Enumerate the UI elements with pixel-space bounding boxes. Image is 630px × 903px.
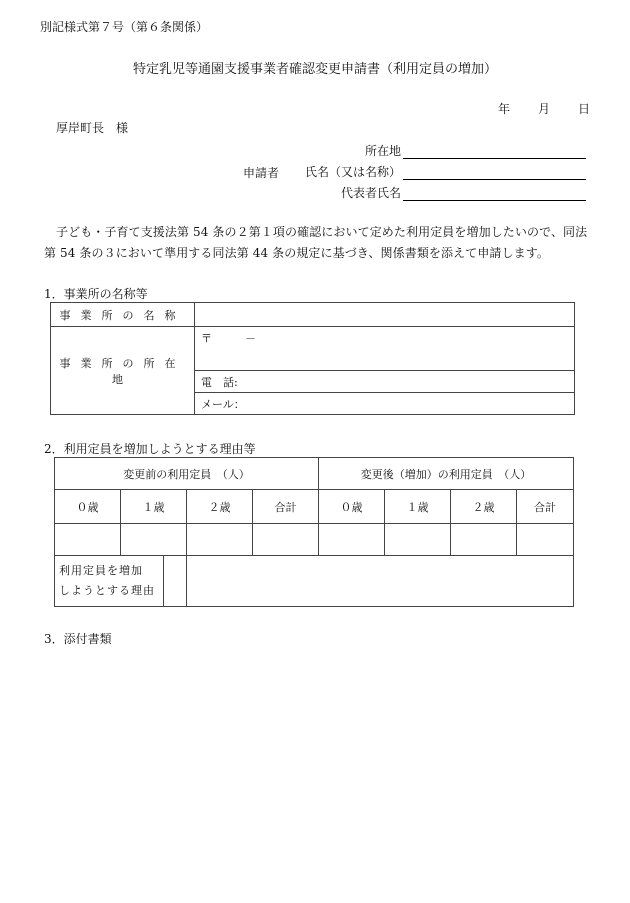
date-month-label: 月 — [537, 102, 550, 116]
phone-label: 電 話: — [201, 375, 238, 389]
capacity-table — [54, 457, 574, 607]
after-total-input[interactable] — [517, 524, 574, 556]
section2-heading: 2．利用定員を増加しようとする理由等 — [44, 442, 256, 456]
reason-label-line2: しようとする理由 — [59, 584, 155, 597]
facility-address-label: 事業所の所在地 — [51, 327, 195, 415]
body-text: 子ども・子育て支援法第 54 条の２第１項の確認において定めた利用定員を増加したいので、同法第 54 条の３において準用する同法第 44 条の規定に基づき、関係書類を添えて申請します。 — [44, 225, 588, 260]
facility-phone-field[interactable] — [195, 371, 575, 393]
reason-label-line1: 利用定員を増加 — [59, 564, 143, 577]
column-header: 合計 — [253, 490, 319, 524]
reason-field[interactable] — [187, 556, 574, 607]
date-line — [498, 100, 590, 117]
column-header: ２歳 — [187, 490, 253, 524]
date-year-label: 年 — [498, 102, 511, 116]
facility-postal-field[interactable] — [195, 327, 575, 371]
facility-table — [50, 302, 575, 415]
before-total-input[interactable] — [253, 524, 319, 556]
applicant-rep-label: 代表者氏名 — [340, 186, 401, 200]
applicant-name-label: 氏名（又は名称） — [304, 165, 401, 179]
applicant-name-row — [305, 163, 586, 180]
column-header: １歳 — [121, 490, 187, 524]
postal-mark: 〒 － — [201, 332, 256, 345]
facility-name-label: 事業所の名称 — [51, 303, 195, 327]
applicant-rep-row — [341, 184, 586, 201]
section1-heading: 1．事業所の名称等 — [44, 287, 148, 301]
applicant-rep-field[interactable] — [403, 185, 586, 201]
addressee: 厚岸町長 様 — [56, 121, 129, 135]
applicant-address-row — [365, 142, 586, 159]
reason-field-start[interactable] — [164, 556, 186, 606]
before-age2-input[interactable] — [187, 524, 253, 556]
before-age0-input[interactable] — [55, 524, 121, 556]
column-header: ０歳 — [55, 490, 121, 524]
column-header: １歳 — [385, 490, 451, 524]
applicant-name-field[interactable] — [403, 164, 586, 180]
applicant-address-label: 所在地 — [364, 144, 401, 158]
after-age2-input[interactable] — [451, 524, 517, 556]
column-header: 合計 — [517, 490, 574, 524]
facility-name-field[interactable] — [195, 303, 575, 327]
column-header: ０歳 — [319, 490, 385, 524]
applicant-address-field[interactable] — [403, 143, 586, 159]
before-age1-input[interactable] — [121, 524, 187, 556]
after-age0-input[interactable] — [319, 524, 385, 556]
document-title: 特定乳児等通園支援事業者確認変更申請書（利用定員の増加） — [132, 62, 497, 77]
reason-label-cell — [55, 556, 187, 607]
after-age1-input[interactable] — [385, 524, 451, 556]
form-number: 別記様式第７号（第６条関係） — [40, 20, 209, 34]
facility-email-field[interactable] — [195, 393, 575, 415]
column-header: ２歳 — [451, 490, 517, 524]
before-capacity-header: 変更前の利用定員 （人） — [55, 458, 319, 490]
after-capacity-header: 変更後（増加）の利用定員 （人） — [319, 458, 574, 490]
date-day-label: 日 — [577, 102, 590, 116]
email-label: メール： — [201, 397, 245, 411]
section3-heading: 3．添付書類 — [44, 632, 112, 646]
applicant-label: 申請者 — [243, 166, 280, 180]
